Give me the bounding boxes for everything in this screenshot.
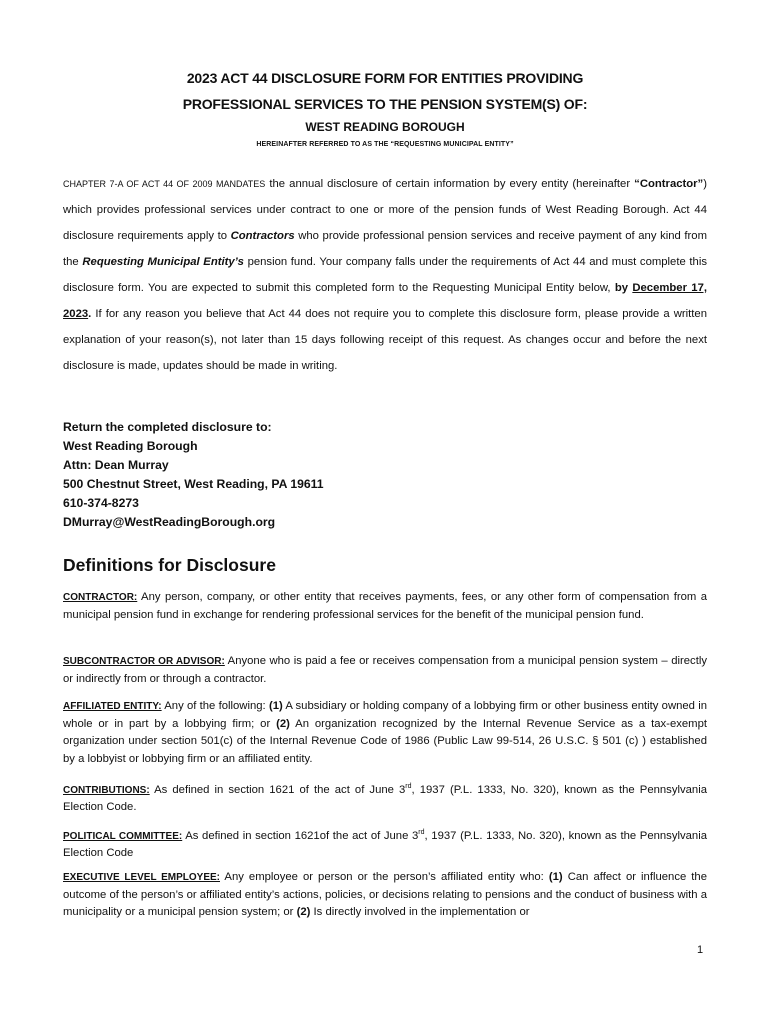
- referred-as-note: HEREINAFTER REFERRED TO AS THE “REQUESTING MUNICIPAL ENTITY”: [256, 141, 514, 148]
- def-affiliated-text-1: Any of the following:: [161, 700, 269, 712]
- form-title-line2: PROFESSIONAL SERVICES TO THE PENSION SYSTEM(S) OF:: [182, 96, 588, 112]
- municipality-name: WEST READING BOROUGH: [305, 120, 465, 134]
- definition-contractor: [63, 589, 707, 624]
- def-subcontractor-text: Anyone who is paid a fee or receives compensation from a municipal pension system – directly or indirectly from or through a contractor.: [63, 655, 707, 685]
- by-word: by: [614, 282, 633, 294]
- def-political-text-1: As defined in section 1621of the act of June 3: [182, 829, 419, 842]
- return-address-block: [63, 418, 324, 532]
- term-subcontractor: SUBCONTRACTOR OR ADVISOR:: [63, 656, 225, 667]
- requesting-entity-term: Requesting Municipal Entity’s: [82, 256, 244, 268]
- definition-executive-level-employee: [63, 869, 707, 922]
- def-executive-text-1: Any employee or person or the person’s affiliated entity who:: [220, 871, 549, 883]
- definition-subcontractor: [63, 653, 707, 688]
- return-email: DMurray@WestReadingBorough.org: [63, 515, 276, 529]
- term-executive-level-employee: EXECUTIVE LEVEL EMPLOYEE:: [63, 872, 220, 883]
- return-heading: Return the completed disclosure to:: [63, 420, 272, 434]
- def-affiliated-text-2: A subsidiary or holding company of a lobbying firm or other business entity owned in whole or in part by a lobbying firm; or: [63, 700, 707, 730]
- def-contributions-text-2: , 1937 (P.L. 1333, No. 320), known as the Pennsylvania Election Code.: [63, 783, 707, 814]
- intro-text-5: If for any reason you believe that Act 44 does not require you to complete this disclosure form, please provide a written explanation of your reason(s), not later than 15 days following receipt of this request. As changes occur and before the next disclosure is made, updates should be made in writing.: [63, 308, 707, 372]
- term-affiliated-entity: AFFILIATED ENTITY:: [63, 701, 162, 712]
- def-contractor-text: Any person, company, or other entity that receives payments, fees, or any other form of compensation from a municipal pension fund in exchange for rendering professional services for the benefit of the municipal pension fund.: [63, 591, 707, 621]
- contractor-term: “Contractor”: [634, 178, 704, 190]
- definition-political-committee: [63, 824, 707, 863]
- deadline-date: December 17, 2023: [63, 282, 707, 320]
- term-political-committee: POLITICAL COMMITTEE:: [63, 830, 183, 842]
- definitions-heading: Definitions for Disclosure: [63, 555, 276, 575]
- term-contractor: CONTRACTOR:: [63, 592, 138, 603]
- def-political-sup: rd: [418, 829, 425, 836]
- intro-text-2: ) which provides professional services under contract to one or more of the pension funds of West Reading Borough. Act 44 disclosure requirements apply to: [63, 178, 707, 242]
- return-address: 500 Chestnut Street, West Reading, PA 19611: [63, 477, 324, 491]
- def-contributions-sup: rd: [405, 783, 412, 790]
- intro-paragraph: [63, 171, 707, 379]
- definition-affiliated-entity: [63, 698, 707, 768]
- term-contributions: CONTRIBUTIONS:: [63, 784, 150, 796]
- intro-text-1: the annual disclosure of certain information by every entity (hereinafter: [265, 178, 635, 190]
- def-affiliated-num-2: (2): [276, 717, 290, 730]
- def-executive-num-2: (2): [296, 906, 311, 918]
- definition-contributions: [63, 778, 707, 817]
- form-title-line1: 2023 ACT 44 DISCLOSURE FORM FOR ENTITIES PROVIDING: [186, 70, 584, 86]
- contractors-term: Contractors: [230, 230, 295, 242]
- def-contributions-text-1: As defined in section 1621 of the act of June 3: [149, 783, 406, 796]
- def-executive-text-2: Can affect or influence the outcome of the person’s or affiliated entity’s actions, policies, or decisions relating to pensions and the conduct of business with a municipality or a municipal pension system; or: [63, 871, 708, 918]
- return-attn: Attn: Dean Murray: [63, 458, 169, 472]
- def-executive-text-3: Is directly involved in the implementation or: [310, 906, 530, 918]
- intro-lead-in: CHAPTER 7-A OF ACT 44 OF 2009 MANDATES: [63, 179, 266, 189]
- return-org: West Reading Borough: [63, 439, 198, 453]
- intro-text-4: pension fund. Your company falls under the requirements of Act 44 and must complete this disclosure form. You are expected to submit this completed form to the Requesting Municipal Entity below,: [63, 256, 708, 294]
- deadline-period: .: [88, 308, 92, 320]
- def-executive-num-1: (1): [548, 871, 563, 883]
- def-political-text-2: , 1937 (P.L. 1333, No. 320), known as the Pennsylvania Election Code: [63, 829, 707, 860]
- page-number: 1: [697, 944, 704, 956]
- return-phone: 610-374-8273: [63, 496, 139, 510]
- def-affiliated-num-1: (1): [268, 700, 283, 712]
- intro-text-3: who provide professional pension services and receive payment of any kind from the: [63, 230, 707, 268]
- def-affiliated-text-3: An organization recognized by the Internal Revenue Service as a tax-exempt organization under section 501(c) of the Internal Revenue Code of 1986 (Public Law 99-514, 26 U.S.C. § 501 (c) ) established by a lobbyist or lobbying firm or an affiliated entity.: [63, 717, 707, 765]
